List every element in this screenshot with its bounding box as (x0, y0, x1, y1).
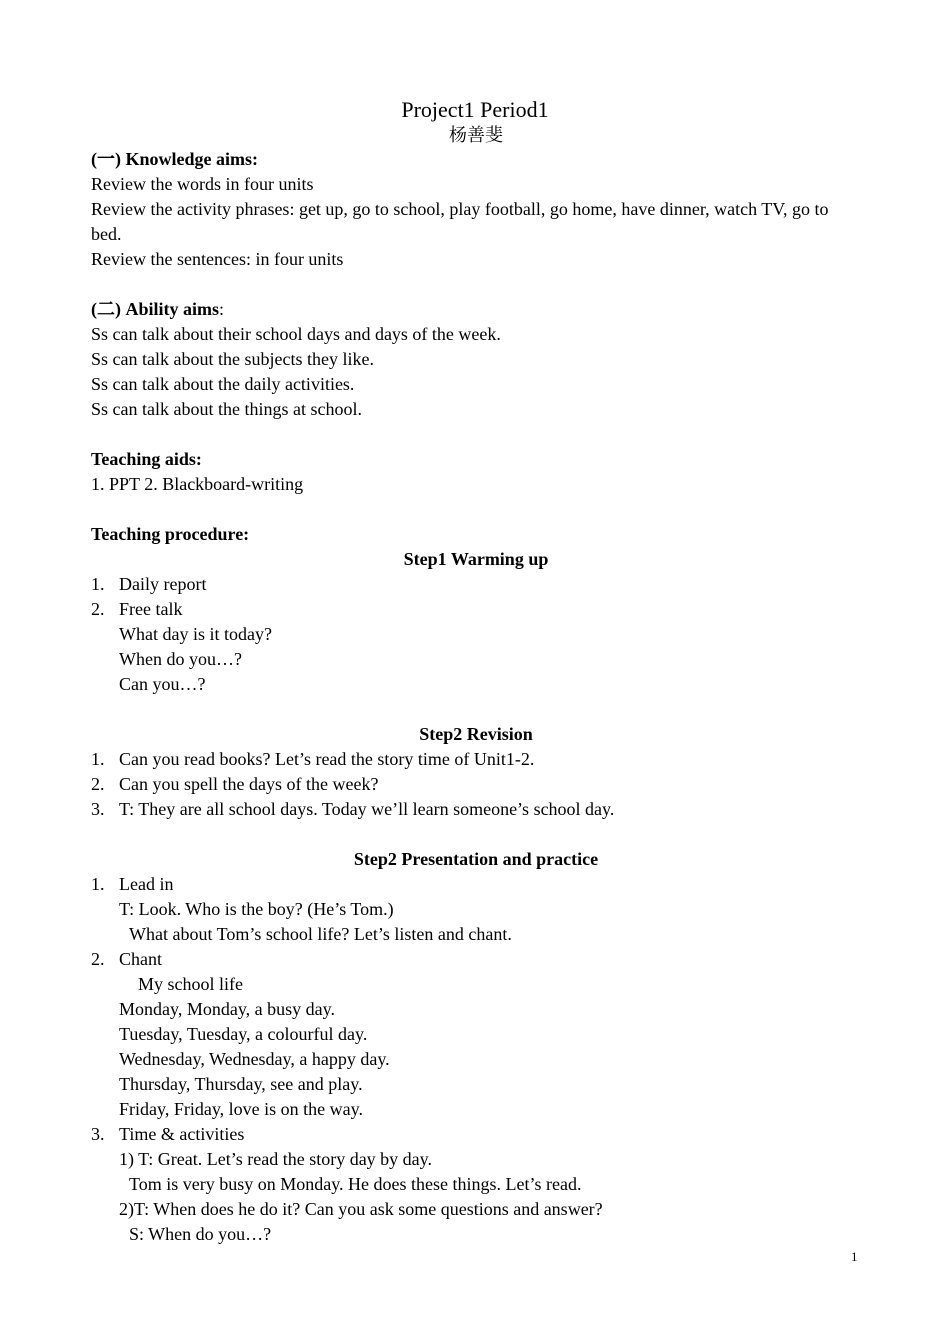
list-number: 2. (91, 599, 105, 619)
knowledge-aims-heading (91, 147, 861, 172)
list-number: 2. (91, 774, 105, 794)
list-item (91, 747, 861, 772)
document-title: Project1 Period1 (401, 97, 549, 122)
list-item (91, 1122, 861, 1147)
document-author: 杨善斐 (449, 125, 503, 145)
document-body (91, 96, 861, 1247)
ability-line: Ss can talk about the subjects they like. (91, 349, 374, 369)
ability-line: Ss can talk about the things at school. (91, 399, 362, 419)
chant-line: Monday, Monday, a busy day. (119, 999, 335, 1019)
list-item (91, 872, 861, 897)
knowledge-line: Review the activity phrases: get up, go to school, play football, go home, have dinner, watch TV, go to bed. (91, 199, 829, 244)
chant-line: Wednesday, Wednesday, a happy day. (119, 1049, 390, 1069)
activity-line: S: When do you…? (129, 1224, 272, 1244)
knowledge-line: Review the words in four units (91, 174, 314, 194)
list-text: Lead in (119, 874, 174, 894)
teaching-procedure-heading: Teaching procedure: (91, 524, 250, 544)
chant-line: Thursday, Thursday, see and play. (119, 1074, 363, 1094)
page-number: 1 (851, 1249, 858, 1264)
spacer (91, 272, 861, 297)
list-item (91, 572, 861, 597)
step1-heading: Step1 Warming up (403, 549, 549, 569)
step3-heading: Step2 Presentation and practice (353, 849, 599, 869)
list-item (91, 772, 861, 797)
ability-aims-title: Ability aims (125, 299, 220, 319)
ability-aims-heading (91, 297, 861, 322)
list-number: 1. (91, 874, 105, 894)
knowledge-aims-title: Knowledge aims: (125, 149, 258, 169)
list-text: Can you read books? Let’s read the story time of Unit1-2. (119, 749, 535, 769)
list-number: 1. (91, 749, 105, 769)
lead-in-line: T: Look. Who is the boy? (He’s Tom.) (119, 899, 394, 919)
spacer (91, 497, 861, 522)
chant-title: My school life (138, 974, 243, 994)
ability-aims-prefix: (二) (91, 299, 121, 319)
list-number: 3. (91, 1124, 105, 1144)
list-item (91, 797, 861, 822)
ability-aims-colon: : (219, 299, 225, 319)
list-number: 1. (91, 574, 105, 594)
spacer (91, 697, 861, 722)
ability-line: Ss can talk about the daily activities. (91, 374, 355, 394)
list-number: 2. (91, 949, 105, 969)
free-talk-line: What day is it today? (119, 624, 272, 644)
list-item (91, 947, 861, 972)
list-number: 3. (91, 799, 105, 819)
list-text: Chant (119, 949, 162, 969)
chant-line: Friday, Friday, love is on the way. (119, 1099, 363, 1119)
knowledge-aims-prefix: (一) (91, 149, 121, 169)
free-talk-line: When do you…? (119, 649, 242, 669)
step2-heading: Step2 Revision (419, 724, 533, 744)
spacer (91, 822, 861, 847)
list-item (91, 597, 861, 622)
list-text: Time & activities (119, 1124, 245, 1144)
list-text: Can you spell the days of the week? (119, 774, 379, 794)
teaching-aids-text: 1. PPT 2. Blackboard-writing (91, 474, 304, 494)
list-text: T: They are all school days. Today we’ll learn someone’s school day. (119, 799, 615, 819)
spacer (91, 422, 861, 447)
ability-line: Ss can talk about their school days and days of the week. (91, 324, 501, 344)
list-text: Free talk (119, 599, 183, 619)
free-talk-line: Can you…? (119, 674, 206, 694)
activity-line: Tom is very busy on Monday. He does these things. Let’s read. (129, 1174, 582, 1194)
activity-line: 1) T: Great. Let’s read the story day by day. (119, 1149, 433, 1169)
knowledge-line: Review the sentences: in four units (91, 249, 344, 269)
teaching-aids-heading: Teaching aids: (91, 449, 202, 469)
activity-line: 2)T: When does he do it? Can you ask some questions and answer? (119, 1199, 603, 1219)
chant-line: Tuesday, Tuesday, a colourful day. (119, 1024, 368, 1044)
list-text: Daily report (119, 574, 207, 594)
lead-in-line: What about Tom’s school life? Let’s listen and chant. (129, 924, 512, 944)
